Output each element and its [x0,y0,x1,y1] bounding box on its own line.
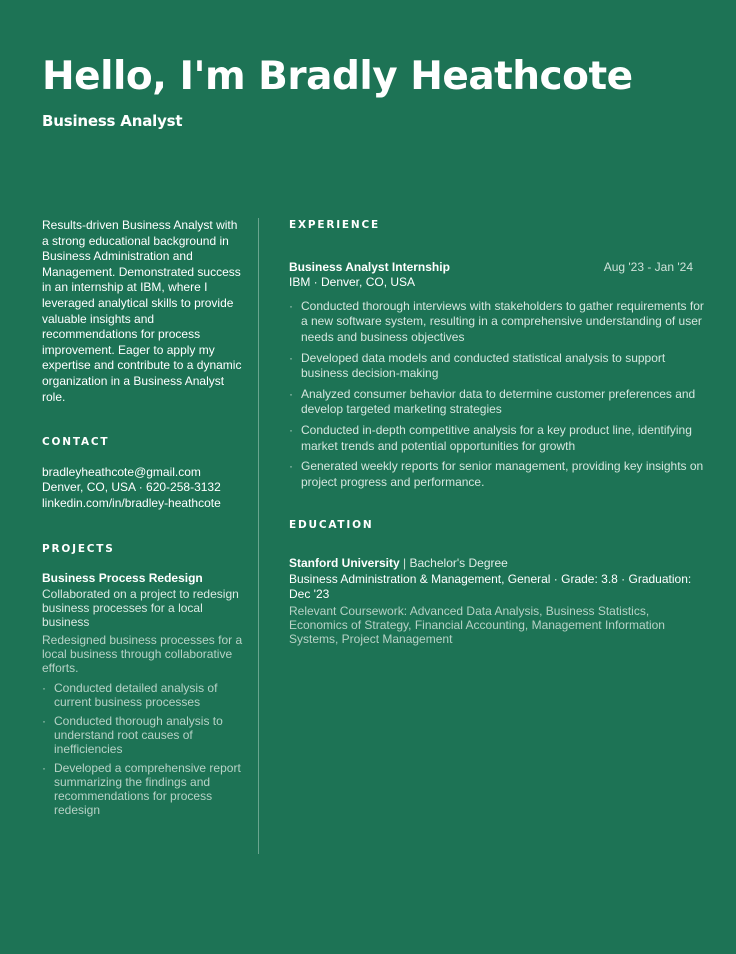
job-header [289,260,693,276]
contact-email[interactable]: bradleyheathcote@gmail.com [42,464,201,479]
school-separator: | [399,555,410,570]
job-bullets [289,299,709,491]
job-bullet: · Developed data models and conducted statistical analysis to support business decision-making [289,351,709,382]
project-item [42,571,244,817]
job-bullet: · Conducted thorough interviews with stakeholders to gather requirements for a new software system, resulting in a comprehensive understanding of user needs and business objectives [289,299,709,346]
degree-name: Bachelor's Degree [409,555,508,570]
project-bullet: · Developed a comprehensive report summarizing the findings and recommendations for process redesign [42,761,244,817]
job-company-location: IBM · Denver, CO, USA [289,275,416,290]
job-bullet: · Conducted in-depth competitive analysis for a key product line, identifying market trends and potential opportunities for growth [289,423,709,454]
project-summary: Redesigned business processes for a local business through collaborative efforts. [42,632,243,675]
candidate-role: Business Analyst [42,112,183,130]
project-bullets [42,681,244,817]
job-bullet: · Analyzed consumer behavior data to determine customer preferences and develop targeted marketing strategies [289,387,709,418]
project-bullet: · Conducted detailed analysis of current business processes [42,681,244,709]
project-name: Business Process Redesign [42,571,203,586]
school-name: Stanford University [289,555,400,570]
job-dates: Aug '23 - Jan '24 [603,259,693,274]
job-bullet: · Generated weekly reports for senior management, providing key insights on project progress and performance. [289,459,709,490]
profile-summary: Results-driven Business Analyst with a strong educational background in Business Administration and Management. Demonstrated success in an internship at IBM, where I leveraged analytical skills to provide valuable insights and recommendations for process improvement. Eager to apply my expertise and contribute to a dynamic organization in a Business Analyst role. [42,218,242,404]
job-title: Business Analyst Internship [289,259,450,274]
education-heading: EDUCATION [289,519,374,532]
education-coursework: Relevant Coursework: Advanced Data Analysis, Business Statistics, Economics of Strategy, Financial Accounting, Management Information Systems, Project Management [289,603,665,646]
candidate-name: Hello, I'm Bradly Heathcote [42,54,633,99]
contact-location-phone: Denver, CO, USA · 620-258-3132 [42,480,221,495]
resume-header [42,56,642,130]
project-bullet: · Conducted thorough analysis to understand root causes of inefficiencies [42,714,244,756]
contact-heading: CONTACT [42,436,110,449]
experience-heading: EXPERIENCE [289,219,380,231]
project-description: Collaborated on a project to redesign business processes for a local business [42,586,239,629]
left-column [42,218,244,822]
contact-details [42,465,244,512]
education-school-line [289,556,709,572]
job-entry [289,260,709,491]
projects-heading: PROJECTS [42,542,115,555]
contact-linkedin[interactable]: linkedin.com/in/bradley-heathcote [42,495,221,510]
column-divider [258,218,259,854]
education-detail: Business Administration & Management, General · Grade: 3.8 · Graduation: Dec '23 [289,571,692,601]
right-column [289,218,709,646]
